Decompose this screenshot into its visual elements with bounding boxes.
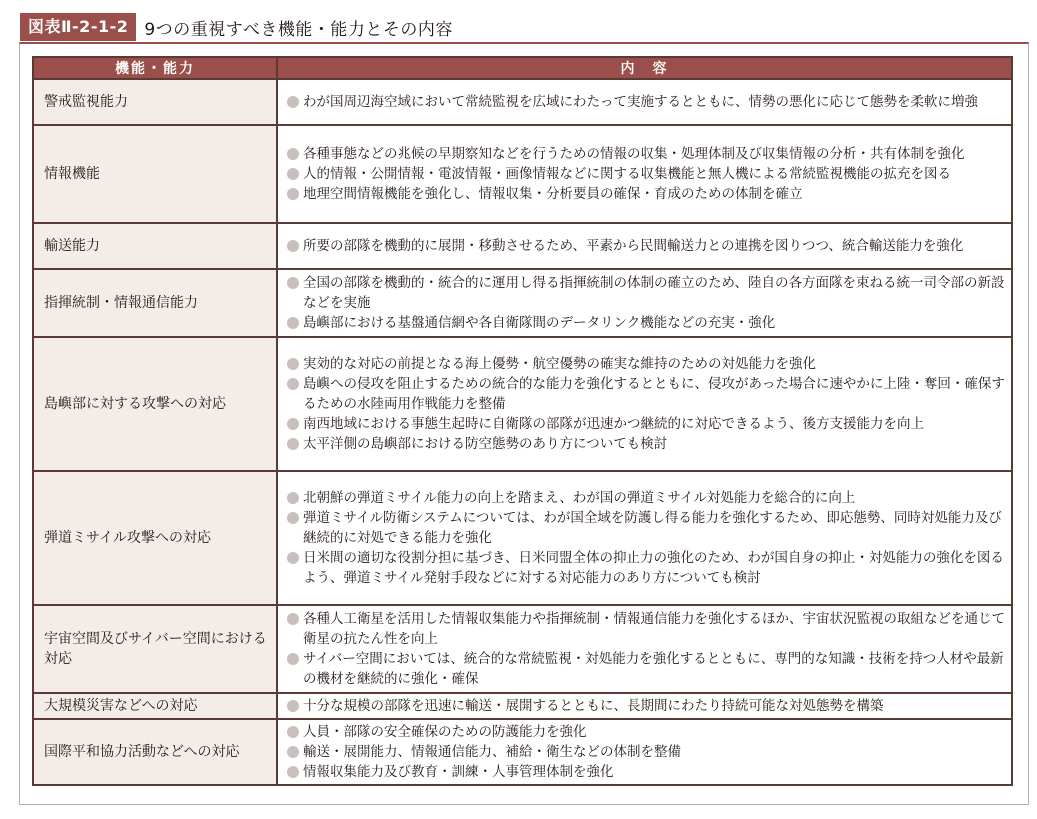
capability-content — [277, 693, 1012, 719]
content-bullet-item: 島嶼部における基盤通信網や各自衛隊間のデータリンク機能などの充実・強化 — [286, 313, 1005, 333]
content-bullet-item: 島嶼への侵攻を阻止するための統合的な能力を強化するとともに、侵攻があった場合に速やかに上陸・奪回・確保するための水陸両用作戦能力を整備 — [286, 374, 1005, 414]
table-header-row — [33, 57, 1012, 79]
table-row — [33, 719, 1012, 785]
table-row — [33, 223, 1012, 269]
content-bullet-item: 地理空間情報機能を強化し、情報収集・分析要員の確保・育成のための体制を確立 — [286, 184, 1005, 204]
content-bullet-item: わが国周辺海空域において常続監視を広域にわたって実施するとともに、情勢の悪化に応じて態勢を柔軟に増強 — [286, 92, 1005, 112]
content-bullet-item: 太平洋側の島嶼部における防空態勢のあり方についても検討 — [286, 434, 1005, 454]
capability-name: 大規模災害などへの対応 — [33, 693, 277, 719]
table-row — [33, 337, 1012, 471]
table-body — [33, 79, 1012, 785]
content-bullet-item: 十分な規模の部隊を迅速に輸送・展開するとともに、長期間にわたり持続可能な対処態勢を構築 — [286, 696, 1005, 716]
content-bullet-item: 実効的な対応の前提となる海上優勢・航空優勢の確実な維持のための対処能力を強化 — [286, 354, 1005, 374]
capability-content — [277, 79, 1012, 125]
capability-content — [277, 269, 1012, 337]
content-bullet-item: 弾道ミサイル防衛システムについては、わが国全域を防護し得る能力を強化するため、即応態勢、同時対処能力及び継続的に対処できる能力を強化 — [286, 508, 1005, 548]
content-bullet-item: 全国の部隊を機動的・統合的に運用し得る指揮統制の体制の確立のため、陸自の各方面隊を束ねる統一司令部の新設などを実施 — [286, 273, 1005, 313]
content-bullet-item: サイバー空間においては、統合的な常続監視・対処能力を強化するとともに、専門的な知識・技術を持つ人材や最新の機材を継続的に強化・確保 — [286, 649, 1005, 689]
header-content: 内 容 — [277, 57, 1012, 79]
table-row — [33, 605, 1012, 693]
capability-content — [277, 605, 1012, 693]
content-bullet-item: 所要の部隊を機動的に展開・移動させるため、平素から民間輸送力との連携を図りつつ、統合輸送能力を強化 — [286, 236, 1005, 256]
table-row — [33, 471, 1012, 605]
figure-title: 9つの重視すべき機能・能力とその内容 — [144, 19, 453, 40]
capability-name: 警戒監視能力 — [33, 79, 277, 125]
capability-name: 輸送能力 — [33, 223, 277, 269]
capability-name: 指揮統制・情報通信能力 — [33, 269, 277, 337]
capability-content — [277, 337, 1012, 471]
content-bullet-item: 人員・部隊の安全確保のための防護能力を強化 — [286, 722, 1005, 742]
table-row — [33, 693, 1012, 719]
header-capability: 機能・能力 — [33, 57, 277, 79]
capability-content — [277, 719, 1012, 785]
content-bullet-item: 人的情報・公開情報・電波情報・画像情報などに関する収集機能と無人機による常続監視機能の拡充を図る — [286, 164, 1005, 184]
capability-content — [277, 223, 1012, 269]
content-bullet-item: 日米間の適切な役割分担に基づき、日米同盟全体の抑止力の強化のため、わが国自身の抑止・対処能力の強化を図るよう、弾道ミサイル発射手段などに対する対応能力のあり方についても検討 — [286, 548, 1005, 588]
capability-name: 島嶼部に対する攻撃への対応 — [33, 337, 277, 471]
content-bullet-item: 南西地域における事態生起時に自衛隊の部隊が迅速かつ継続的に対応できるよう、後方支援能力を向上 — [286, 414, 1005, 434]
capability-name: 国際平和協力活動などへの対応 — [33, 719, 277, 785]
content-bullet-item: 輸送・展開能力、情報通信能力、補給・衛生などの体制を整備 — [286, 742, 1005, 762]
table-row — [33, 79, 1012, 125]
table-row — [33, 125, 1012, 223]
capabilities-table — [32, 56, 1013, 786]
content-bullet-item: 各種事態などの兆候の早期察知などを行うための情報の収集・処理体制及び収集情報の分析・共有体制を強化 — [286, 144, 1005, 164]
capability-name: 宇宙空間及びサイバー空間における対応 — [33, 605, 277, 693]
capability-content — [277, 125, 1012, 223]
content-bullet-item: 情報収集能力及び教育・訓練・人事管理体制を強化 — [286, 762, 1005, 782]
figure-label: 図表Ⅱ-2-1-2 — [20, 13, 136, 41]
table-row — [33, 269, 1012, 337]
capability-name: 弾道ミサイル攻撃への対応 — [33, 471, 277, 605]
capability-name: 情報機能 — [33, 125, 277, 223]
content-bullet-item: 各種人工衛星を活用した情報収集能力や指揮統制・情報通信能力を強化するほか、宇宙状況監視の取組などを通じて衛星の抗たん性を向上 — [286, 609, 1005, 649]
capability-content — [277, 471, 1012, 605]
content-bullet-item: 北朝鮮の弾道ミサイル能力の向上を踏まえ、わが国の弾道ミサイル対処能力を総合的に向上 — [286, 488, 1005, 508]
figure-header — [20, 12, 453, 42]
